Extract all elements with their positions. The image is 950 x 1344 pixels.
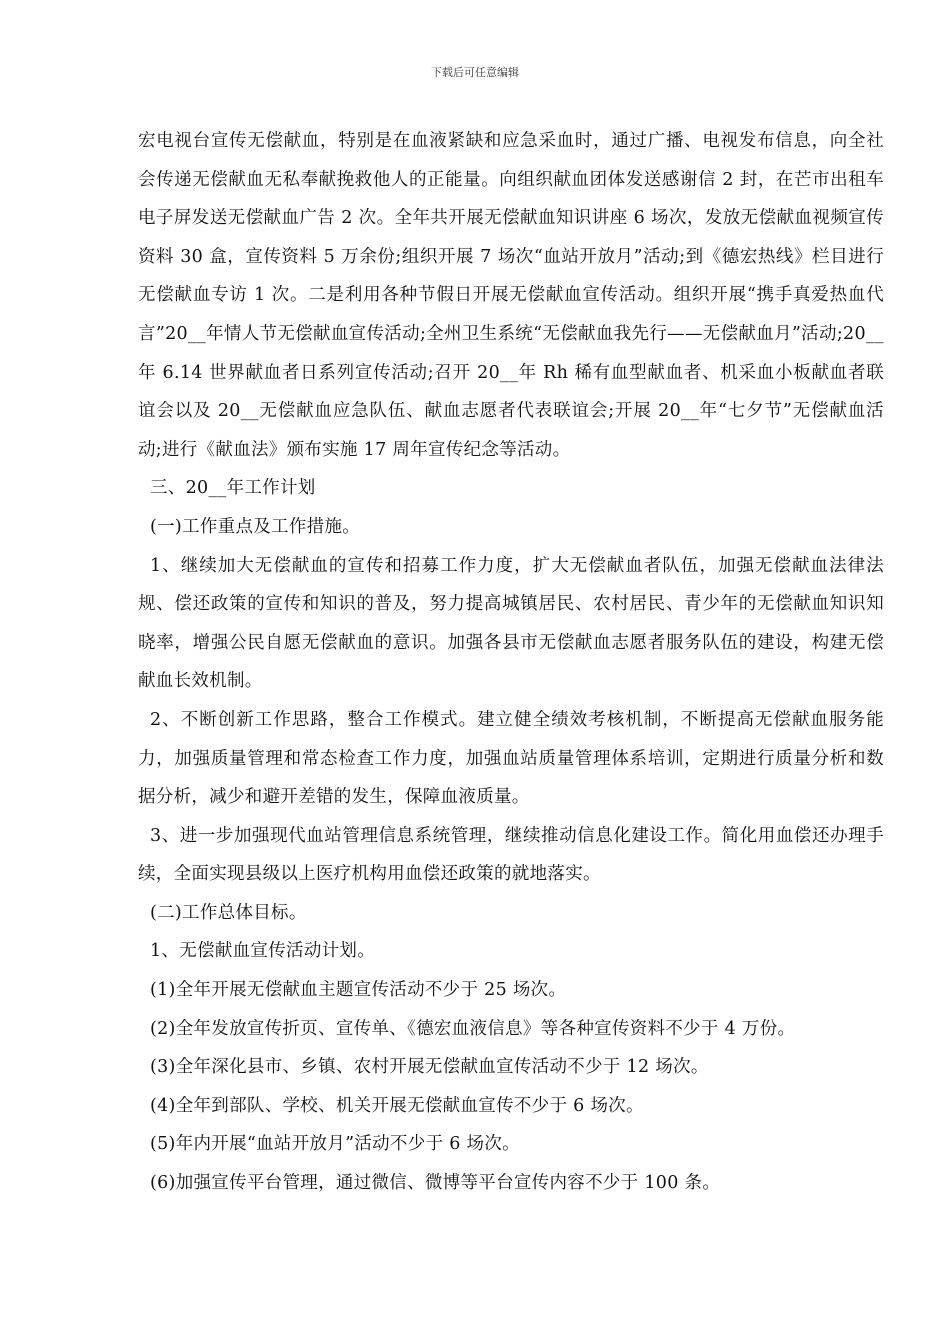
list-item-goal-1-5: (5)年内开展“血站开放月”活动不少于 6 场次。 xyxy=(150,1134,520,1155)
subheading-key-measures: (一)工作重点及工作措施。 xyxy=(150,516,361,537)
paragraph-measure-2: 2、不断创新工作思路，整合工作模式。建立健全绩效考核机制，不断提高无偿献血服务能力，加强质量管理和常态检查工作力度，加强血站质量管理体系培训，定期进行质量分析和数据分析，减少和避开差错的发生，保障血液质量。 xyxy=(138,709,884,808)
page-header: 下载后可任意编辑 xyxy=(431,66,519,79)
section-heading-work-plan: 三、20__年工作计划 xyxy=(150,478,316,499)
paragraph-measure-3: 3、进一步加强现代血站管理信息系统管理，继续推动信息化建设工作。简化用血偿还办理手续，全面实现县级以上医疗机构用血偿还政策的就地落实。 xyxy=(138,825,884,885)
list-item-goal-1-3: (3)全年深化县市、乡镇、农村开展无偿献血宣传活动不少于 12 场次。 xyxy=(150,1057,709,1078)
list-item-goal-1-1: (1)全年开展无偿献血主题宣传活动不少于 25 场次。 xyxy=(150,980,567,1001)
paragraph-publicity-summary: 宏电视台宣传无偿献血，特别是在血液紧缺和应急采血时，通过广播、电视发布信息，向全社会传递无偿献血无私奉献挽救他人的正能量。向组织献血团体发送感谢信 2 封，在芒市出租车电子屏发送无偿献血广告 2 次。全年共开展无偿献血知识讲座 6 场次，发放无偿献血视频宣传资料 30 盒，宣传资料 5 万余份;组织开展 7 场次“血站开放月”活动;到《德宏热线》栏目进行无偿献血专访 1 次。二是利用各种节假日开展无偿献血宣传活动。组织开展“携手真爱热血代言”20__年情人节无偿献血宣传活动;全州卫生系统“无偿献血我先行——无偿献血月”活动;20__年 6.14 世界献血者日系列宣传活动;召开 20__年 Rh 稀有血型献血者、机采血小板献血者联谊会以及 20__无偿献血应急队伍、献血志愿者代表联谊会;开展 20__年“七夕节”无偿献血活动;进行《献血法》颁布实施 17 周年宣传纪念等活动。 xyxy=(138,131,884,460)
subheading-overall-goals: (二)工作总体目标。 xyxy=(150,902,307,923)
paragraph-measure-1: 1、继续加大无偿献血的宣传和招募工作力度，扩大无偿献血者队伍，加强无偿献血法律法规、偿还政策的宣传和知识的普及，努力提高城镇居民、农村居民、青少年的无偿献血知识知晓率，增强公民自愿无偿献血的意识。加强各县市无偿献血志愿者服务队伍的建设，构建无偿献血长效机制。 xyxy=(138,555,884,692)
list-item-goal-1-2: (2)全年发放宣传折页、宣传单、《德宏血液信息》等各种宣传资料不少于 4 万份。 xyxy=(150,1018,796,1039)
list-item-goal-1-6: (6)加强宣传平台管理，通过微信、微博等平台宣传内容不少于 100 条。 xyxy=(150,1173,721,1194)
paragraph-goal-1: 1、无偿献血宣传活动计划。 xyxy=(150,941,376,962)
document-body xyxy=(138,122,884,1203)
list-item-goal-1-4: (4)全年到部队、学校、机关开展无偿献血宣传不少于 6 场次。 xyxy=(150,1095,644,1116)
